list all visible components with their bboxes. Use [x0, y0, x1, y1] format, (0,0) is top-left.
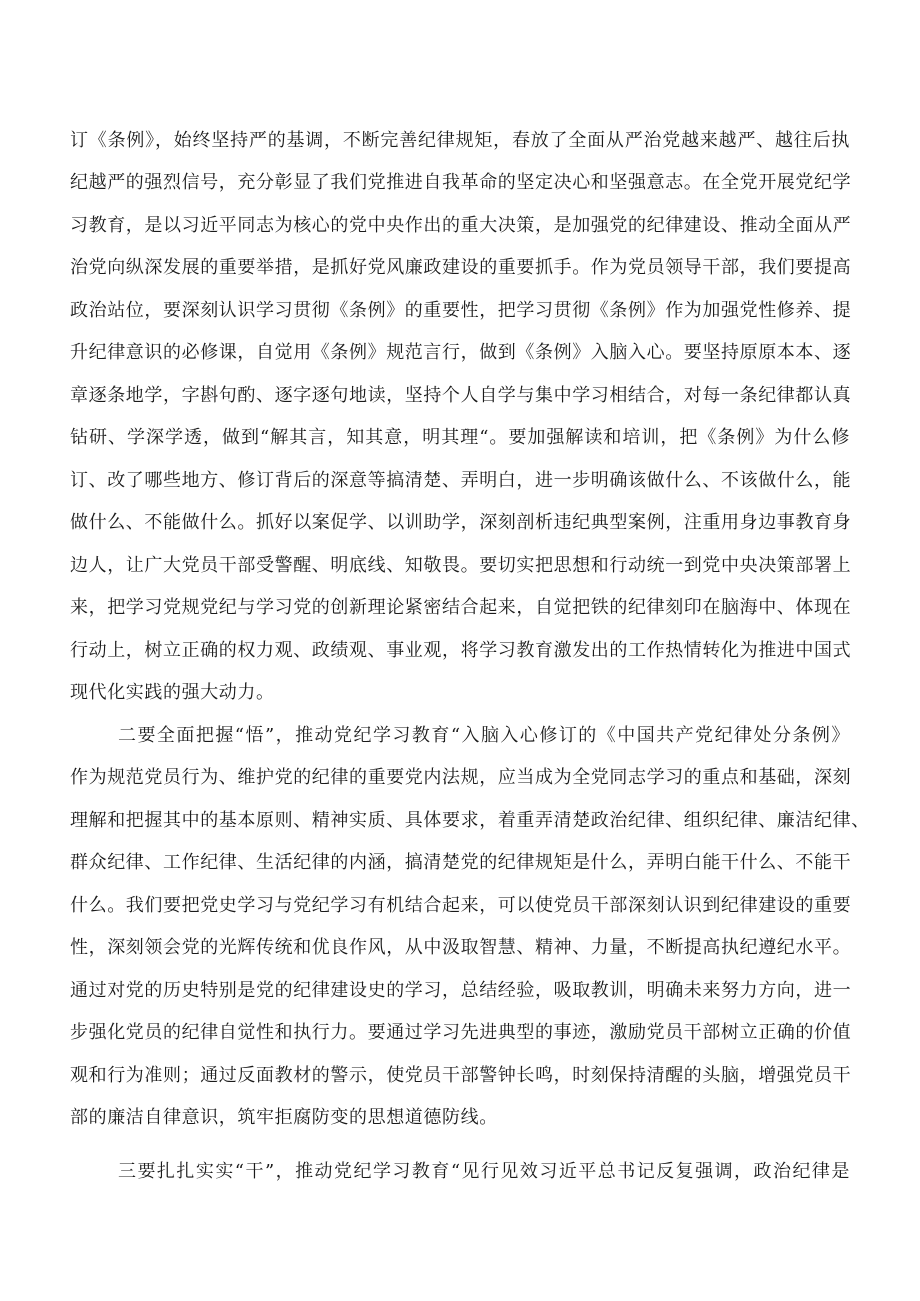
- paragraph-line: 章逐条地学，字斟句酌、逐字逐句地读，坚持个人自学与集中学习相结合，对每一条纪律都认真: [70, 385, 852, 406]
- paragraph-line: 政治站位，要深刻认识学习贯彻《条例》的重要性，把学习贯彻《条例》作为加强党性修养、提: [70, 300, 852, 321]
- paragraph-line: 边人，让广大党员干部受警醒、明底线、知敬畏。要切实把思想和行动统一到党中央决策部署上: [70, 555, 852, 576]
- paragraph-line: 现代化实践的强大动力。: [70, 682, 275, 703]
- paragraph-line: 治党向纵深发展的重要举措，是抓好党风廉政建设的重要抓手。作为党员领导干部，我们要提高: [70, 257, 852, 278]
- paragraph-line: 理解和把握其中的基本原则、精神实质、具体要求，着重弄清楚政治纪律、组织纪律、廉洁纪律、: [70, 810, 870, 831]
- paragraph-line: 部的廉洁自律意识，筑牢拒腐防变的思想道德防线。: [70, 1107, 498, 1128]
- paragraph-line: 纪越严的强烈信号，充分彰显了我们党推进自我革命的坚定决心和坚强意志。在全党开展党纪学: [70, 172, 852, 193]
- paragraph-line: 习教育，是以习近平同志为核心的党中央作出的重大决策，是加强党的纪律建设、推动全面从严: [70, 215, 852, 236]
- paragraph-line: 群众纪律、工作纪律、生活纪律的内涵，搞清楚党的纪律规矩是什么，弄明白能干什么、不能干: [70, 852, 852, 873]
- paragraph-line: 做什么、不能做什么。抓好以案促学、以训助学，深刻剖析违纪典型案例，注重用身边事教育身: [70, 512, 852, 533]
- paragraph-line: 升纪律意识的必修课，自觉用《条例》规范言行，做到《条例》入脑入心。要坚持原原本本、逐: [70, 342, 852, 363]
- paragraph-line: 通过对党的历史特别是党的纪律建设史的学习，总结经验，吸取教训，明确未来努力方向，进一: [70, 980, 852, 1001]
- paragraph-line: 步强化党员的纪律自觉性和执行力。要通过学习先进典型的事迹，激励党员干部树立正确的价值: [70, 1022, 852, 1043]
- paragraph-line: 钻研、学深学透，做到“解其言，知其意，明其理“。要加强解读和培训，把《条例》为什么修: [70, 427, 850, 448]
- paragraph-line: 观和行为准则；通过反面教材的警示，使党员干部警钟长鸣，时刻保持清醒的头脑，增强党员干: [70, 1065, 852, 1086]
- paragraph-line: 来，把学习党规党纪与学习党的创新理论紧密结合起来，自觉把铁的纪律刻印在脑海中、体现在: [70, 597, 852, 618]
- paragraph-line: 作为规范党员行为、维护党的纪律的重要党内法规，应当成为全党同志学习的重点和基础，深刻: [70, 767, 852, 788]
- paragraph-line: 订《条例》，始终坚持严的基调，不断完善纪律规矩，春放了全面从严治党越来越严、越往后执: [70, 130, 850, 151]
- paragraph-line: 三要扎扎实实“干”，推动党纪学习教育“见行见效习近平总书记反复强调，政治纪律是: [118, 1161, 850, 1182]
- paragraph-line: 性，深刻领会党的光辉传统和优良作风，从中汲取智慧、精神、力量，不断提高执纪遵纪水平。: [70, 937, 852, 958]
- paragraph-line: 行动上，树立正确的权力观、政绩观、事业观，将学习教育激发出的工作热情转化为推进中国式: [70, 640, 852, 661]
- paragraph-line: 二要全面把握“悟”，推动党纪学习教育“入脑入心修订的《中国共产党纪律处分条例》: [118, 725, 850, 746]
- paragraph-line: 订、改了哪些地方、修订背后的深意等搞清楚、弄明白，进一步明确该做什么、不该做什么，能: [70, 470, 852, 491]
- paragraph-line: 什么。我们要把党史学习与党纪学习有机结合起来，可以使党员干部深刻认识到纪律建设的重要: [70, 895, 852, 916]
